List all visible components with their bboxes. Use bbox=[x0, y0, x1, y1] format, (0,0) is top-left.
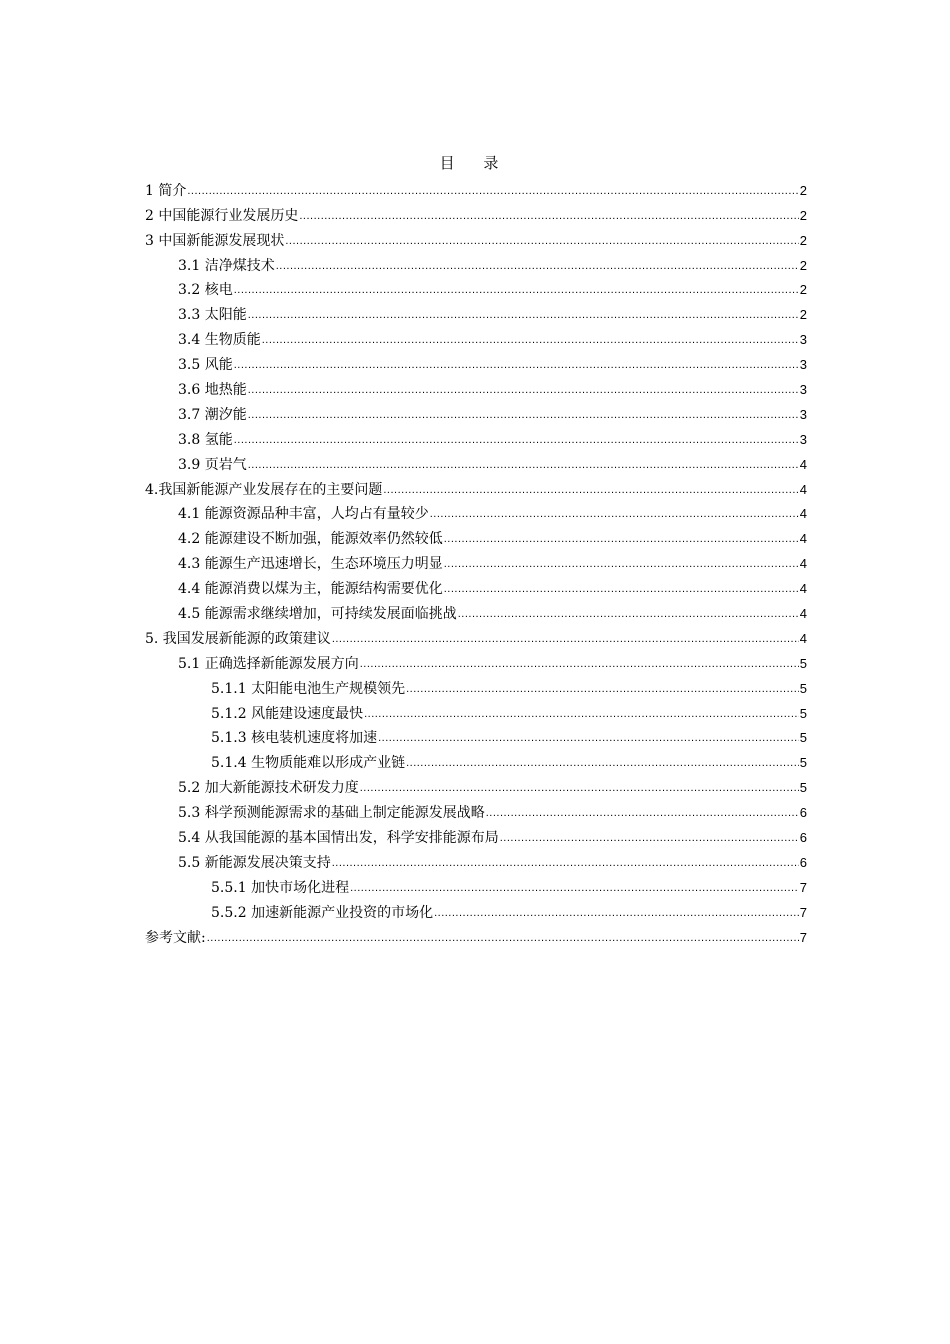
toc-entry[interactable] bbox=[145, 773, 807, 798]
toc-entry[interactable] bbox=[145, 574, 807, 599]
toc-leader-dots bbox=[207, 929, 799, 947]
toc-leader-dots bbox=[299, 207, 798, 225]
toc-entry-page: 3 bbox=[799, 332, 807, 348]
toc-entry[interactable] bbox=[145, 524, 807, 549]
toc-entry-label: 3.3 太阳能 bbox=[178, 307, 247, 324]
toc-entry-page: 4 bbox=[799, 556, 807, 572]
toc-leader-dots bbox=[383, 481, 798, 499]
toc-leader-dots bbox=[444, 580, 799, 598]
toc-entry-label: 4.5 能源需求继续增加，可持续发展面临挑战 bbox=[178, 606, 457, 623]
toc-entry[interactable] bbox=[145, 475, 807, 500]
toc-leader-dots bbox=[360, 779, 799, 797]
toc-entry[interactable] bbox=[145, 375, 807, 400]
toc-entry[interactable] bbox=[145, 724, 807, 749]
toc-entry-page: 7 bbox=[799, 879, 807, 895]
toc-entry-page: 3 bbox=[799, 382, 807, 398]
toc-entry-page: 4 bbox=[799, 506, 807, 522]
toc-entry[interactable] bbox=[145, 699, 807, 724]
toc-leader-dots bbox=[360, 655, 799, 673]
toc-entry[interactable] bbox=[145, 649, 807, 674]
toc-entry[interactable] bbox=[145, 798, 807, 823]
toc-entry-page: 5 bbox=[799, 680, 807, 696]
toc-entry-label: 3.2 核电 bbox=[178, 282, 233, 299]
toc-entry[interactable] bbox=[145, 549, 807, 574]
toc-entry-label: 5.1.4 生物质能难以形成产业链 bbox=[211, 755, 406, 772]
toc-entry[interactable] bbox=[145, 251, 807, 276]
toc-entry-label: 5.1 正确选择新能源发展方向 bbox=[178, 655, 359, 672]
toc-entry-page: 5 bbox=[799, 755, 807, 771]
toc-entry[interactable] bbox=[145, 400, 807, 425]
toc-entry-page: 2 bbox=[799, 307, 807, 323]
toc-entry-label: 5. 我国发展新能源的政策建议 bbox=[145, 630, 331, 647]
toc-entry-page: 2 bbox=[799, 207, 807, 223]
toc-entry-page: 5 bbox=[799, 705, 807, 721]
toc-leader-dots bbox=[262, 331, 799, 349]
toc-entry-page: 3 bbox=[799, 431, 807, 447]
toc-title: 目 录 bbox=[439, 154, 511, 172]
toc-entry[interactable] bbox=[145, 923, 807, 948]
toc-entry-label: 3.7 潮汐能 bbox=[178, 406, 247, 423]
toc-entry-page: 2 bbox=[799, 232, 807, 248]
toc-entry[interactable] bbox=[145, 425, 807, 450]
toc-leader-dots bbox=[364, 705, 799, 723]
toc-entry[interactable] bbox=[145, 201, 807, 226]
toc-entry-label: 1 简介 bbox=[145, 182, 187, 199]
toc-entry[interactable] bbox=[145, 450, 807, 475]
toc-entry-page: 4 bbox=[799, 630, 807, 646]
toc-entry-label: 4.我国新能源产业发展存在的主要问题 bbox=[145, 481, 383, 498]
toc-entry[interactable] bbox=[145, 823, 807, 848]
toc-leader-dots bbox=[332, 630, 799, 648]
toc-leader-dots bbox=[248, 306, 799, 324]
toc-entry-label: 5.5.2 加速新能源产业投资的市场化 bbox=[211, 904, 434, 921]
toc-leader-dots bbox=[285, 232, 798, 250]
toc-leader-dots bbox=[234, 431, 799, 449]
toc-leader-dots bbox=[430, 505, 799, 523]
toc-leader-dots bbox=[406, 680, 799, 698]
toc-entry-label: 5.1.3 核电装机速度将加速 bbox=[211, 730, 378, 747]
toc-entry-page: 2 bbox=[799, 282, 807, 298]
toc-entry-label: 3 中国新能源发展现状 bbox=[145, 232, 285, 249]
toc-entry-label: 4.1 能源资源品种丰富，人均占有量较少 bbox=[178, 506, 429, 523]
toc-entry-page: 5 bbox=[799, 780, 807, 796]
toc-entry-label: 5.5 新能源发展决策支持 bbox=[178, 854, 331, 871]
toc-entry-page: 4 bbox=[799, 581, 807, 597]
toc-leader-dots bbox=[458, 605, 799, 623]
toc-leader-dots bbox=[444, 530, 799, 548]
toc-leader-dots bbox=[248, 381, 799, 399]
toc-entry[interactable] bbox=[145, 500, 807, 525]
toc-entry-label: 5.5.1 加快市场化进程 bbox=[211, 879, 350, 896]
toc-leader-dots bbox=[332, 854, 799, 872]
toc-entry-label: 4.2 能源建设不断加强，能源效率仍然较低 bbox=[178, 531, 443, 548]
toc-entry[interactable] bbox=[145, 898, 807, 923]
toc-entry-label: 2 中国能源行业发展历史 bbox=[145, 207, 299, 224]
toc-entry-label: 3.5 风能 bbox=[178, 357, 233, 374]
toc-leader-dots bbox=[234, 356, 799, 374]
toc-entry[interactable] bbox=[145, 176, 807, 201]
toc-entry-page: 4 bbox=[799, 606, 807, 622]
toc-entry[interactable] bbox=[145, 624, 807, 649]
toc-leader-dots bbox=[248, 456, 799, 474]
toc-leader-dots bbox=[276, 257, 799, 275]
toc-leader-dots bbox=[434, 904, 799, 922]
toc-entry-label: 3.4 生物质能 bbox=[178, 332, 261, 349]
toc-entry-page: 2 bbox=[799, 257, 807, 273]
toc-entry-label: 3.6 地热能 bbox=[178, 382, 247, 399]
toc-entry-page: 3 bbox=[799, 406, 807, 422]
toc-leader-dots bbox=[444, 555, 799, 573]
toc-entry-page: 6 bbox=[799, 854, 807, 870]
toc-entry[interactable] bbox=[145, 748, 807, 773]
toc-entry[interactable] bbox=[145, 873, 807, 898]
toc-entry-page: 3 bbox=[799, 357, 807, 373]
toc-entry[interactable] bbox=[145, 350, 807, 375]
toc-entry-page: 7 bbox=[799, 929, 807, 945]
toc-entry-page: 4 bbox=[799, 456, 807, 472]
toc-leader-dots bbox=[500, 829, 799, 847]
toc-entry[interactable] bbox=[145, 848, 807, 873]
toc-entry[interactable] bbox=[145, 674, 807, 699]
toc-entry[interactable] bbox=[145, 300, 807, 325]
toc-entry-label: 5.3 科学预测能源需求的基础上制定能源发展战略 bbox=[178, 805, 485, 822]
toc-entry-label: 5.4 从我国能源的基本国情出发，科学安排能源布局 bbox=[178, 830, 499, 847]
toc-leader-dots bbox=[187, 182, 798, 200]
toc-leader-dots bbox=[248, 406, 799, 424]
toc-entry-label: 3.1 洁净煤技术 bbox=[178, 257, 275, 274]
toc-entry-label: 4.3 能源生产迅速增长，生态环境压力明显 bbox=[178, 556, 443, 573]
toc-leader-dots bbox=[406, 754, 799, 772]
toc-entry-page: 2 bbox=[799, 182, 807, 198]
toc-leader-dots bbox=[350, 879, 799, 897]
toc-entry-page: 6 bbox=[799, 830, 807, 846]
toc-leader-dots bbox=[378, 729, 799, 747]
toc-entry-page: 5 bbox=[799, 730, 807, 746]
toc-entry-label: 参考文献: bbox=[145, 929, 206, 946]
toc-list bbox=[145, 176, 807, 948]
toc-entry-page: 6 bbox=[799, 805, 807, 821]
toc-entry[interactable] bbox=[145, 276, 807, 301]
toc-entry-label: 5.1.2 风能建设速度最快 bbox=[211, 705, 364, 722]
toc-entry-label: 5.2 加大新能源技术研发力度 bbox=[178, 780, 359, 797]
toc-entry[interactable] bbox=[145, 226, 807, 251]
toc-entry-page: 7 bbox=[799, 904, 807, 920]
toc-entry-page: 5 bbox=[799, 655, 807, 671]
toc-entry[interactable] bbox=[145, 599, 807, 624]
toc-entry-label: 3.8 氢能 bbox=[178, 431, 233, 448]
toc-entry-label: 3.9 页岩气 bbox=[178, 456, 247, 473]
toc-leader-dots bbox=[486, 804, 799, 822]
toc-entry[interactable] bbox=[145, 325, 807, 350]
toc-entry-page: 4 bbox=[799, 481, 807, 497]
toc-entry-label: 5.1.1 太阳能电池生产规模领先 bbox=[211, 680, 406, 697]
toc-entry-label: 4.4 能源消费以煤为主，能源结构需要优化 bbox=[178, 581, 443, 598]
toc-entry-page: 4 bbox=[799, 531, 807, 547]
toc-leader-dots bbox=[234, 281, 799, 299]
